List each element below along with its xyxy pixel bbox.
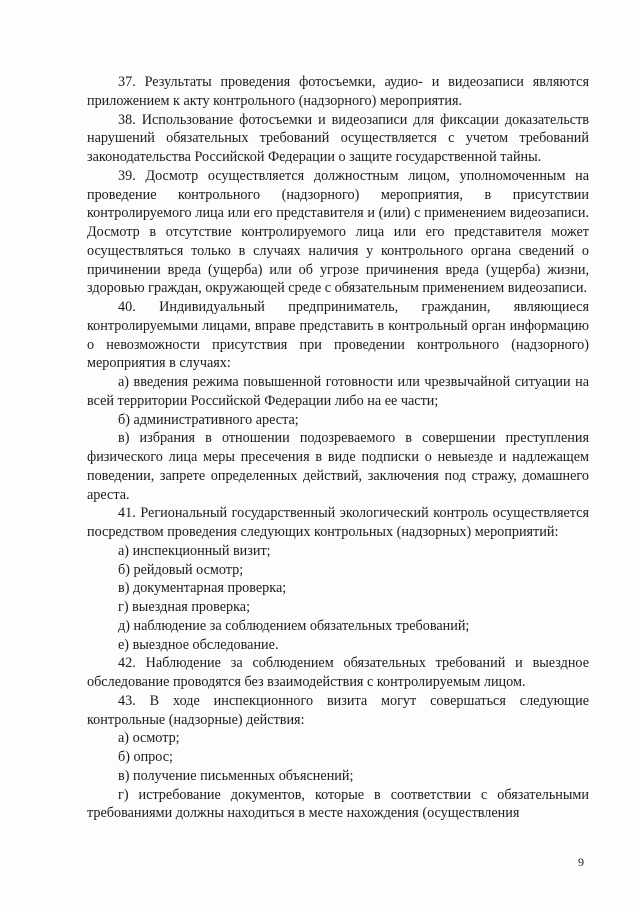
list-item-41-b: б) рейдовый осмотр; — [118, 561, 244, 578]
list-item-41-v: в) документарная проверка; — [118, 580, 287, 597]
list-item-40-a: а) введения режима повышенной готовности или чрезвычайной ситуации на всей территории Российской Федерации либо на ее части; — [87, 374, 589, 409]
paragraph-37: 37. Результаты проведения фотосъемки, аудио- и видеозаписи являются приложением к акту контрольного (надзорного) мероприятия. — [87, 74, 589, 109]
list-item-41-d: д) наблюдение за соблюдением обязательных требований; — [118, 617, 470, 634]
page-number: 9 — [578, 855, 584, 869]
list-item-40-v: в) избрания в отношении подозреваемого в совершении преступления физического лица меры пресечения в виде подписки о невыезде и надлежащем поведении, запрете определенных действий, заключения под стражу, домашнего ареста. — [87, 430, 589, 503]
list-item-40-b: б) административного ареста; — [118, 411, 299, 428]
list-item-43-v: в) получение письменных объяснений; — [118, 767, 354, 784]
list-item-43-b: б) опрос; — [118, 749, 173, 765]
paragraph-38: 38. Использование фотосъемки и видеозаписи для фиксации доказательств нарушений обязательных требований осуществляется с учетом требований законодательства Российской Федерации о защите государственной тайны. — [87, 111, 589, 165]
list-item-41-e: е) выездное обследование. — [118, 636, 279, 653]
list-item-43-a: а) осмотр; — [118, 730, 180, 747]
paragraph-40: 40. Индивидуальный предприниматель, гражданин, являющиеся контролируемыми лицами, вправе представить в контрольный орган информацию о невозможности присутствия при проведении контрольного (надзорного) мероприятия в случаях: — [87, 299, 589, 372]
paragraph-42: 42. Наблюдение за соблюдением обязательных требований и выездное обследование проводятся без взаимодействия с контролируемым лицом. — [87, 655, 589, 690]
paragraph-43: 43. В ходе инспекционного визита могут совершаться следующие контрольные (надзорные) действия: — [87, 692, 589, 728]
list-item-41-a: а) инспекционный визит; — [118, 542, 271, 559]
list-item-41-g: г) выездная проверка; — [118, 599, 251, 615]
document-body — [87, 73, 589, 823]
paragraph-41: 41. Региональный государственный экологический контроль осуществляется посредством проведения следующих контрольных (надзорных) мероприятий: — [87, 505, 589, 540]
paragraph-39: 39. Досмотр осуществляется должностным лицом, уполномоченным на проведение контрольного (надзорного) мероприятия, в присутствии контролируемого лица или его представителя и (или) с применением видеозаписи. Досмотр в отсутствие контролируемого лица или его представителя может осуществляться только в случаях наличия у контрольного органа сведений о причинении вреда (ущерба) или об угрозе причинения вреда (ущерба) жизни, здоровью граждан, окружающей среде с обязательным применением видеозаписи. — [87, 167, 589, 297]
list-item-43-g: г) истребование документов, которые в соответствии с обязательными требованиями должны находиться в месте нахождения (осуществления — [87, 786, 589, 822]
